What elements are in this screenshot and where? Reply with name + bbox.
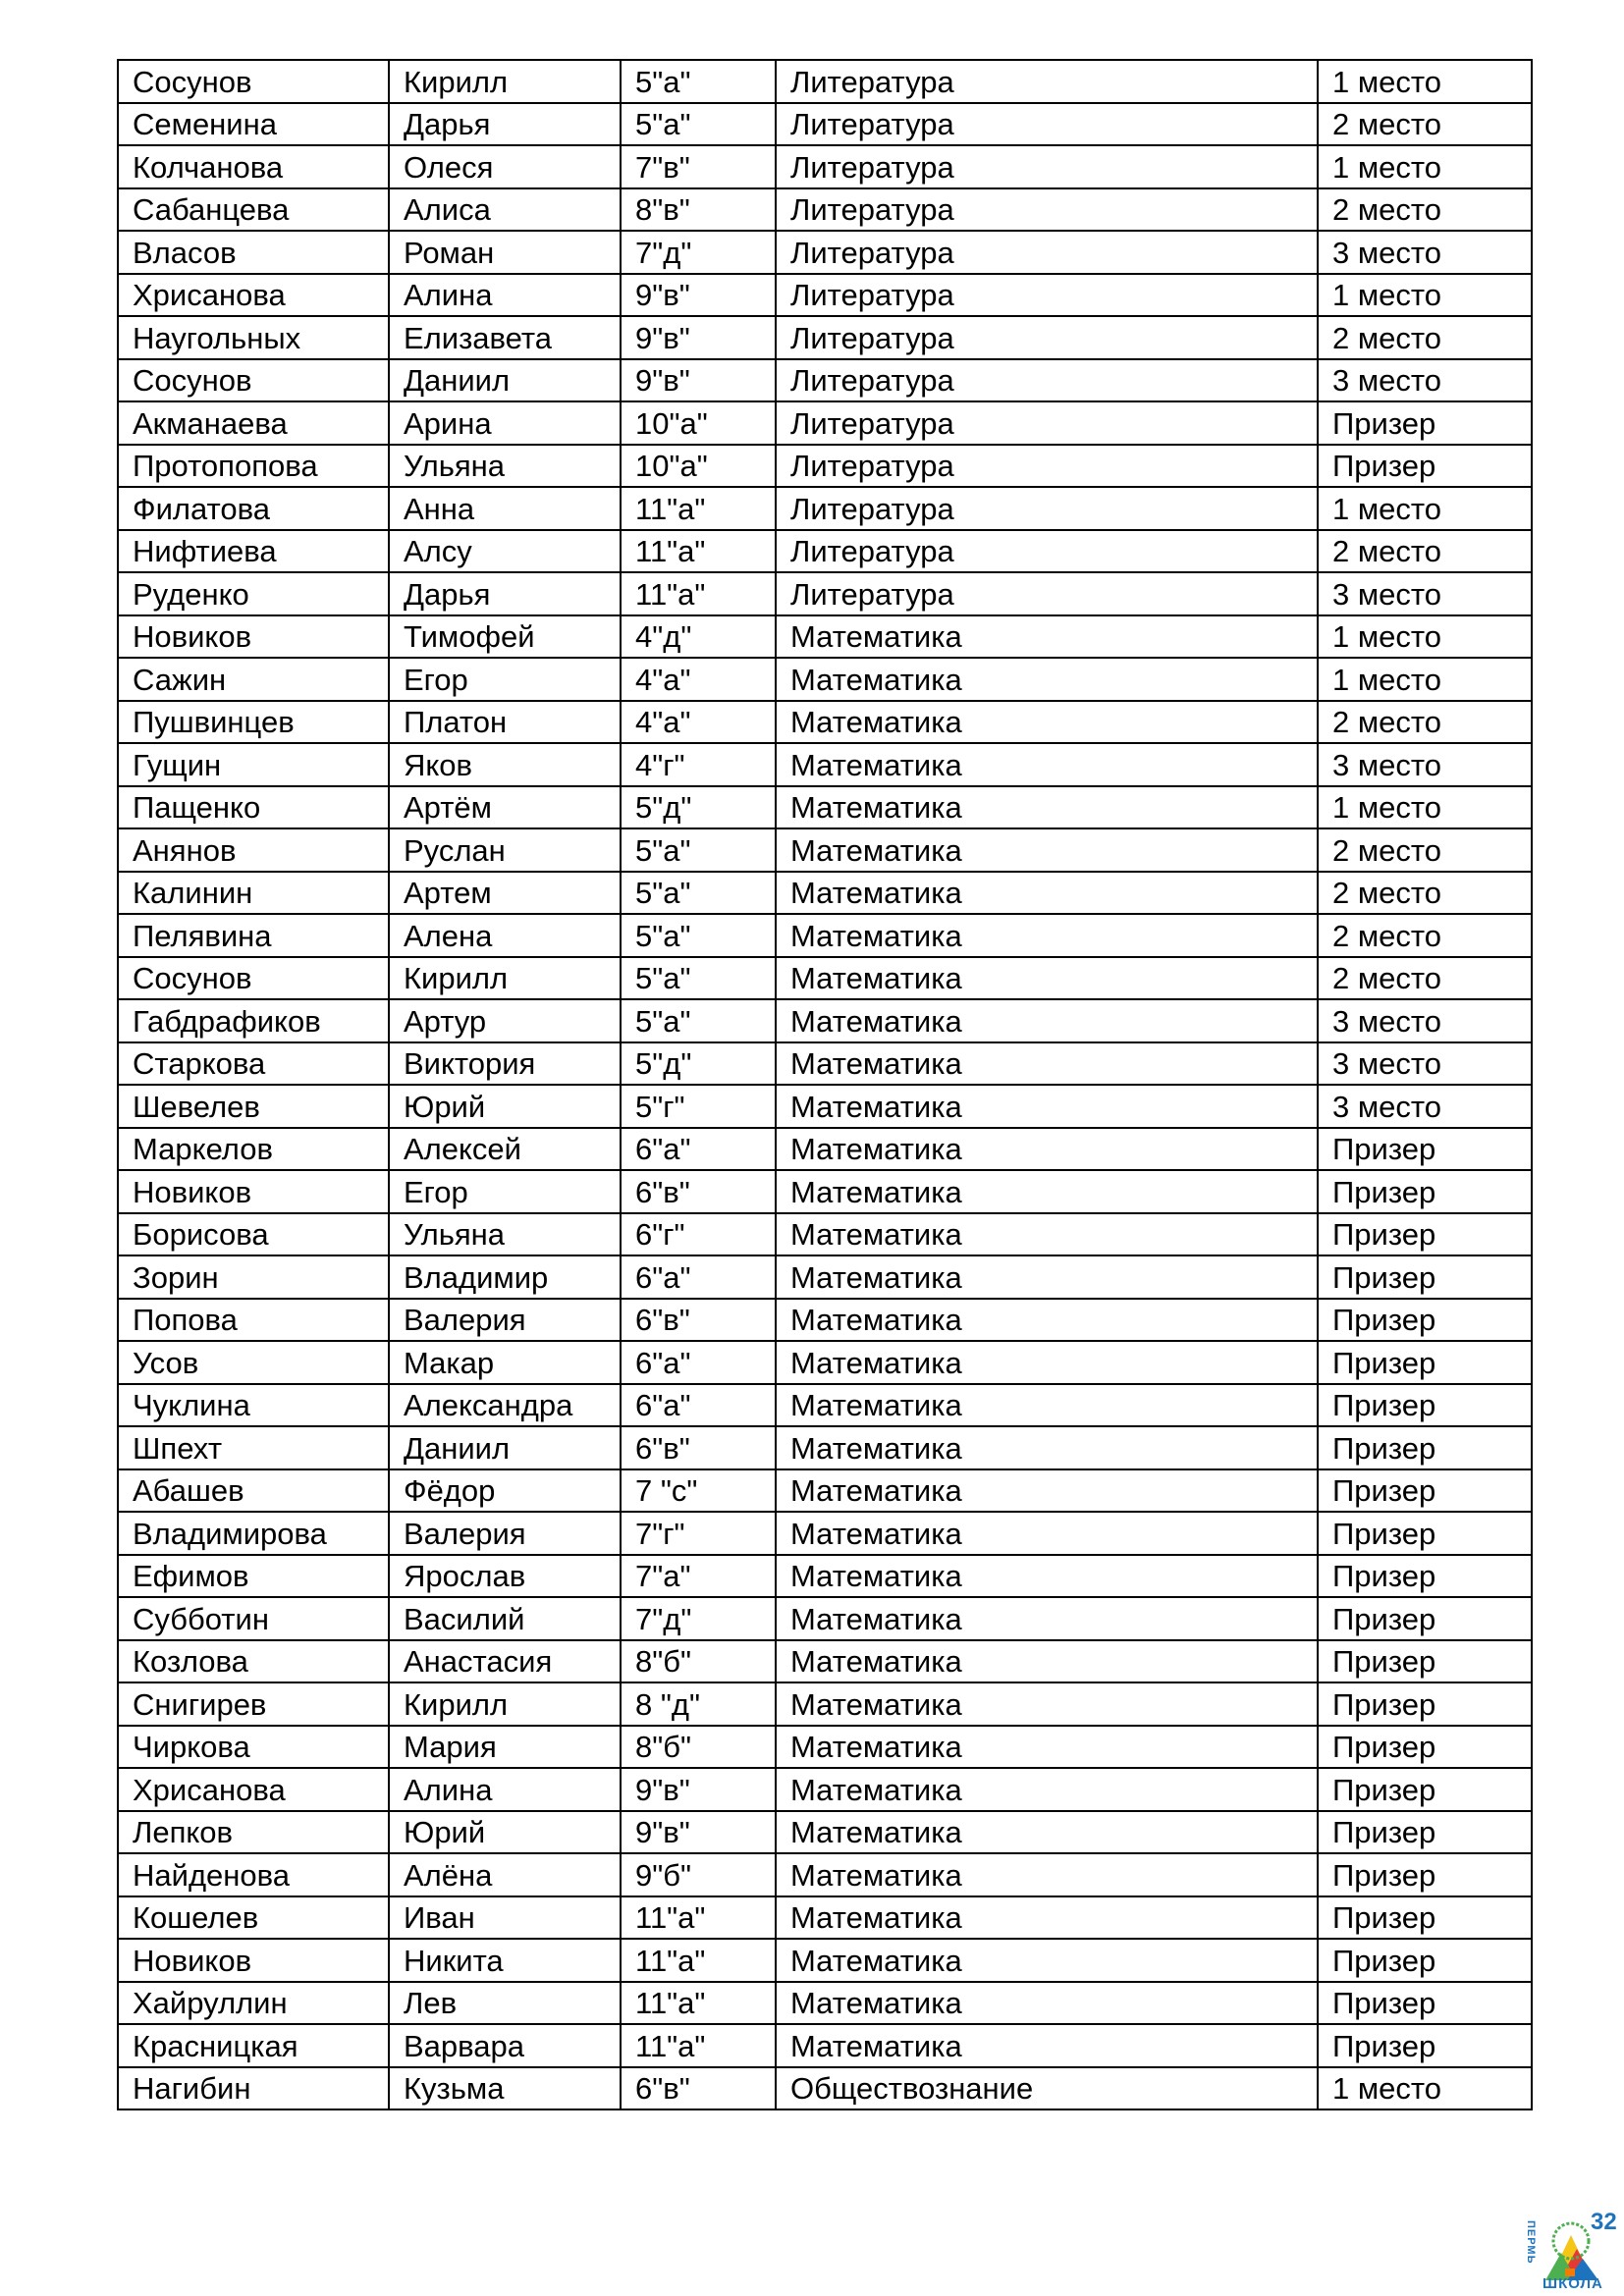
first-name-cell: Даниил xyxy=(389,1426,621,1469)
surname-cell: Филатова xyxy=(118,487,389,530)
surname-cell: Субботин xyxy=(118,1597,389,1640)
table-row xyxy=(118,1555,1532,1598)
subject-cell: Математика xyxy=(776,701,1318,744)
class-cell: 11"а" xyxy=(621,572,776,615)
result-cell: 2 место xyxy=(1318,957,1532,1000)
first-name-cell: Дарья xyxy=(389,572,621,615)
page-number: 32 xyxy=(1591,2209,1617,2235)
class-cell: 11"а" xyxy=(621,1896,776,1940)
first-name-cell: Олеся xyxy=(389,145,621,188)
subject-cell: Математика xyxy=(776,1426,1318,1469)
first-name-cell: Ульяна xyxy=(389,1213,621,1256)
result-cell: 2 место xyxy=(1318,701,1532,744)
surname-cell: Хрисанова xyxy=(118,1768,389,1811)
class-cell: 6"в" xyxy=(621,2067,776,2110)
subject-cell: Математика xyxy=(776,1768,1318,1811)
class-cell: 10"а" xyxy=(621,401,776,445)
class-cell: 6"а" xyxy=(621,1384,776,1427)
surname-cell: Ефимов xyxy=(118,1555,389,1598)
table-row xyxy=(118,701,1532,744)
class-cell: 5"а" xyxy=(621,872,776,915)
class-cell: 11"а" xyxy=(621,1939,776,1982)
table-row xyxy=(118,743,1532,786)
class-cell: 5"д" xyxy=(621,1042,776,1086)
result-cell: Призер xyxy=(1318,1853,1532,1896)
surname-cell: Борисова xyxy=(118,1213,389,1256)
class-cell: 11"а" xyxy=(621,487,776,530)
result-cell: 1 место xyxy=(1318,60,1532,103)
class-cell: 8"в" xyxy=(621,188,776,232)
first-name-cell: Руслан xyxy=(389,828,621,872)
subject-cell: Математика xyxy=(776,1939,1318,1982)
table-row xyxy=(118,445,1532,488)
result-cell: Призер xyxy=(1318,1640,1532,1683)
result-cell: 1 место xyxy=(1318,615,1532,659)
table-row xyxy=(118,1255,1532,1299)
table-row xyxy=(118,1682,1532,1726)
subject-cell: Математика xyxy=(776,1255,1318,1299)
result-cell: Призер xyxy=(1318,1426,1532,1469)
table-row xyxy=(118,872,1532,915)
surname-cell: Руденко xyxy=(118,572,389,615)
first-name-cell: Варвара xyxy=(389,2024,621,2067)
first-name-cell: Алсу xyxy=(389,530,621,573)
class-cell: 4"г" xyxy=(621,743,776,786)
subject-cell: Литература xyxy=(776,530,1318,573)
first-name-cell: Артём xyxy=(389,786,621,829)
table-row xyxy=(118,658,1532,701)
table-row xyxy=(118,1170,1532,1213)
surname-cell: Нифтиева xyxy=(118,530,389,573)
table-row xyxy=(118,1896,1532,1940)
surname-cell: Гущин xyxy=(118,743,389,786)
first-name-cell: Артем xyxy=(389,872,621,915)
surname-cell: Пелявина xyxy=(118,914,389,957)
class-cell: 4"а" xyxy=(621,701,776,744)
subject-cell: Математика xyxy=(776,1085,1318,1128)
table-row xyxy=(118,1299,1532,1342)
result-cell: 2 место xyxy=(1318,828,1532,872)
table-row xyxy=(118,2067,1532,2110)
surname-cell: Власов xyxy=(118,231,389,274)
table-row xyxy=(118,231,1532,274)
table-row xyxy=(118,1085,1532,1128)
result-cell: 3 место xyxy=(1318,1042,1532,1086)
first-name-cell: Виктория xyxy=(389,1042,621,1086)
table-row xyxy=(118,103,1532,146)
subject-cell: Математика xyxy=(776,828,1318,872)
class-cell: 6"в" xyxy=(621,1170,776,1213)
first-name-cell: Алена xyxy=(389,914,621,957)
first-name-cell: Юрий xyxy=(389,1811,621,1854)
subject-cell: Математика xyxy=(776,786,1318,829)
first-name-cell: Алиса xyxy=(389,188,621,232)
first-name-cell: Елизавета xyxy=(389,316,621,359)
result-cell: 3 место xyxy=(1318,359,1532,402)
class-cell: 5"а" xyxy=(621,999,776,1042)
first-name-cell: Владимир xyxy=(389,1255,621,1299)
result-cell: 1 место xyxy=(1318,274,1532,317)
class-cell: 6"а" xyxy=(621,1128,776,1171)
subject-cell: Математика xyxy=(776,999,1318,1042)
subject-cell: Литература xyxy=(776,231,1318,274)
subject-cell: Математика xyxy=(776,1299,1318,1342)
first-name-cell: Макар xyxy=(389,1341,621,1384)
first-name-cell: Яков xyxy=(389,743,621,786)
first-name-cell: Кирилл xyxy=(389,1682,621,1726)
subject-cell: Математика xyxy=(776,2024,1318,2067)
first-name-cell: Дарья xyxy=(389,103,621,146)
first-name-cell: Роман xyxy=(389,231,621,274)
logo-mountains xyxy=(1545,2223,1598,2280)
surname-cell: Кошелев xyxy=(118,1896,389,1940)
class-cell: 7 "с" xyxy=(621,1469,776,1513)
first-name-cell: Василий xyxy=(389,1597,621,1640)
surname-cell: Хрисанова xyxy=(118,274,389,317)
surname-cell: Сабанцева xyxy=(118,188,389,232)
class-cell: 11"а" xyxy=(621,1982,776,2025)
class-cell: 5"а" xyxy=(621,914,776,957)
class-cell: 8 "д" xyxy=(621,1682,776,1726)
first-name-cell: Даниил xyxy=(389,359,621,402)
first-name-cell: Артур xyxy=(389,999,621,1042)
table-row xyxy=(118,1597,1532,1640)
table-row xyxy=(118,316,1532,359)
class-cell: 5"а" xyxy=(621,103,776,146)
class-cell: 11"а" xyxy=(621,2024,776,2067)
class-cell: 7"г" xyxy=(621,1512,776,1555)
subject-cell: Литература xyxy=(776,572,1318,615)
class-cell: 5"а" xyxy=(621,828,776,872)
subject-cell: Литература xyxy=(776,60,1318,103)
table-row xyxy=(118,914,1532,957)
result-cell: Призер xyxy=(1318,1896,1532,1940)
surname-cell: Снигирев xyxy=(118,1682,389,1726)
first-name-cell: Платон xyxy=(389,701,621,744)
class-cell: 6"в" xyxy=(621,1299,776,1342)
subject-cell: Литература xyxy=(776,316,1318,359)
first-name-cell: Кирилл xyxy=(389,60,621,103)
subject-cell: Математика xyxy=(776,1982,1318,2025)
first-name-cell: Анастасия xyxy=(389,1640,621,1683)
class-cell: 9"б" xyxy=(621,1853,776,1896)
first-name-cell: Никита xyxy=(389,1939,621,1982)
subject-cell: Литература xyxy=(776,359,1318,402)
class-cell: 7"а" xyxy=(621,1555,776,1598)
table-row xyxy=(118,1853,1532,1896)
result-cell: 2 место xyxy=(1318,914,1532,957)
surname-cell: Сосунов xyxy=(118,957,389,1000)
surname-cell: Новиков xyxy=(118,1939,389,1982)
surname-cell: Владимирова xyxy=(118,1512,389,1555)
table-row xyxy=(118,145,1532,188)
result-cell: Призер xyxy=(1318,1128,1532,1171)
logo-text-top: ПЕРМЬ xyxy=(1525,2220,1537,2265)
class-cell: 6"а" xyxy=(621,1341,776,1384)
surname-cell: Калинин xyxy=(118,872,389,915)
first-name-cell: Александра xyxy=(389,1384,621,1427)
result-cell: Призер xyxy=(1318,1982,1532,2025)
class-cell: 4"а" xyxy=(621,658,776,701)
first-name-cell: Тимофей xyxy=(389,615,621,659)
surname-cell: Абашев xyxy=(118,1469,389,1513)
table-row xyxy=(118,1640,1532,1683)
result-cell: Призер xyxy=(1318,1597,1532,1640)
surname-cell: Анянов xyxy=(118,828,389,872)
surname-cell: Хайруллин xyxy=(118,1982,389,2025)
table-row xyxy=(118,487,1532,530)
surname-cell: Габдрафиков xyxy=(118,999,389,1042)
first-name-cell: Егор xyxy=(389,1170,621,1213)
table-row xyxy=(118,1384,1532,1427)
result-cell: Призер xyxy=(1318,1469,1532,1513)
first-name-cell: Алёна xyxy=(389,1853,621,1896)
table-row xyxy=(118,957,1532,1000)
class-cell: 9"в" xyxy=(621,1768,776,1811)
surname-cell: Новиков xyxy=(118,615,389,659)
subject-cell: Математика xyxy=(776,1469,1318,1513)
subject-cell: Математика xyxy=(776,1384,1318,1427)
table-row xyxy=(118,60,1532,103)
result-cell: Призер xyxy=(1318,1726,1532,1769)
table-row xyxy=(118,359,1532,402)
subject-cell: Математика xyxy=(776,872,1318,915)
result-cell: Призер xyxy=(1318,1555,1532,1598)
subject-cell: Математика xyxy=(776,1853,1318,1896)
class-cell: 7"д" xyxy=(621,1597,776,1640)
subject-cell: Математика xyxy=(776,658,1318,701)
surname-cell: Найденова xyxy=(118,1853,389,1896)
surname-cell: Колчанова xyxy=(118,145,389,188)
surname-cell: Протопопова xyxy=(118,445,389,488)
surname-cell: Пушвинцев xyxy=(118,701,389,744)
surname-cell: Красницкая xyxy=(118,2024,389,2067)
subject-cell: Математика xyxy=(776,1128,1318,1171)
class-cell: 7"д" xyxy=(621,231,776,274)
class-cell: 5"а" xyxy=(621,60,776,103)
result-cell: Призер xyxy=(1318,1768,1532,1811)
first-name-cell: Кузьма xyxy=(389,2067,621,2110)
subject-cell: Литература xyxy=(776,188,1318,232)
result-cell: 1 место xyxy=(1318,145,1532,188)
first-name-cell: Мария xyxy=(389,1726,621,1769)
result-cell: Призер xyxy=(1318,2024,1532,2067)
result-cell: 1 место xyxy=(1318,487,1532,530)
surname-cell: Пащенко xyxy=(118,786,389,829)
table-row xyxy=(118,1811,1532,1854)
result-cell: 3 место xyxy=(1318,999,1532,1042)
surname-cell: Чуклина xyxy=(118,1384,389,1427)
result-cell: 3 место xyxy=(1318,572,1532,615)
subject-cell: Математика xyxy=(776,1512,1318,1555)
surname-cell: Акманаева xyxy=(118,401,389,445)
class-cell: 9"в" xyxy=(621,274,776,317)
table-row xyxy=(118,530,1532,573)
surname-cell: Чиркова xyxy=(118,1726,389,1769)
subject-cell: Математика xyxy=(776,1341,1318,1384)
surname-cell: Усов xyxy=(118,1341,389,1384)
surname-cell: Семенина xyxy=(118,103,389,146)
subject-cell: Литература xyxy=(776,445,1318,488)
result-cell: Призер xyxy=(1318,1170,1532,1213)
subject-cell: Литература xyxy=(776,145,1318,188)
result-cell: Призер xyxy=(1318,445,1532,488)
results-table-body xyxy=(118,60,1532,2109)
class-cell: 4"д" xyxy=(621,615,776,659)
table-row xyxy=(118,1469,1532,1513)
subject-cell: Математика xyxy=(776,1682,1318,1726)
first-name-cell: Валерия xyxy=(389,1512,621,1555)
first-name-cell: Арина xyxy=(389,401,621,445)
subject-cell: Математика xyxy=(776,615,1318,659)
surname-cell: Козлова xyxy=(118,1640,389,1683)
result-cell: Призер xyxy=(1318,1811,1532,1854)
class-cell: 9"в" xyxy=(621,359,776,402)
table-row xyxy=(118,1128,1532,1171)
class-cell: 11"а" xyxy=(621,530,776,573)
surname-cell: Сосунов xyxy=(118,359,389,402)
table-row xyxy=(118,1768,1532,1811)
first-name-cell: Лев xyxy=(389,1982,621,2025)
first-name-cell: Фёдор xyxy=(389,1469,621,1513)
results-table xyxy=(117,59,1533,2110)
result-cell: Призер xyxy=(1318,401,1532,445)
class-cell: 6"в" xyxy=(621,1426,776,1469)
subject-cell: Математика xyxy=(776,1170,1318,1213)
class-cell: 8"б" xyxy=(621,1640,776,1683)
result-cell: Призер xyxy=(1318,1939,1532,1982)
table-row xyxy=(118,1042,1532,1086)
logo-text-bottom: ШКОЛА xyxy=(1543,2275,1603,2292)
result-cell: 2 место xyxy=(1318,188,1532,232)
table-row xyxy=(118,1982,1532,2025)
subject-cell: Математика xyxy=(776,1896,1318,1940)
result-cell: Призер xyxy=(1318,1255,1532,1299)
subject-cell: Литература xyxy=(776,103,1318,146)
result-cell: 1 место xyxy=(1318,658,1532,701)
surname-cell: Лепков xyxy=(118,1811,389,1854)
result-cell: Призер xyxy=(1318,1341,1532,1384)
class-cell: 7"в" xyxy=(621,145,776,188)
table-row xyxy=(118,1341,1532,1384)
subject-cell: Математика xyxy=(776,743,1318,786)
first-name-cell: Юрий xyxy=(389,1085,621,1128)
class-cell: 6"а" xyxy=(621,1255,776,1299)
class-cell: 10"а" xyxy=(621,445,776,488)
class-cell: 9"в" xyxy=(621,316,776,359)
result-cell: 1 место xyxy=(1318,786,1532,829)
table-row xyxy=(118,1426,1532,1469)
first-name-cell: Анна xyxy=(389,487,621,530)
surname-cell: Зорин xyxy=(118,1255,389,1299)
table-row xyxy=(118,1213,1532,1256)
first-name-cell: Алина xyxy=(389,274,621,317)
result-cell: Призер xyxy=(1318,1682,1532,1726)
table-row xyxy=(118,828,1532,872)
surname-cell: Нагибин xyxy=(118,2067,389,2110)
first-name-cell: Кирилл xyxy=(389,957,621,1000)
table-row xyxy=(118,1512,1532,1555)
result-cell: 1 место xyxy=(1318,2067,1532,2110)
surname-cell: Сосунов xyxy=(118,60,389,103)
surname-cell: Старкова xyxy=(118,1042,389,1086)
table-row xyxy=(118,999,1532,1042)
class-cell: 5"а" xyxy=(621,957,776,1000)
subject-cell: Литература xyxy=(776,274,1318,317)
result-cell: 3 место xyxy=(1318,743,1532,786)
first-name-cell: Егор xyxy=(389,658,621,701)
table-row xyxy=(118,274,1532,317)
subject-cell: Математика xyxy=(776,914,1318,957)
table-row xyxy=(118,1939,1532,1982)
subject-cell: Математика xyxy=(776,1811,1318,1854)
result-cell: 3 место xyxy=(1318,231,1532,274)
result-cell: 2 место xyxy=(1318,316,1532,359)
result-cell: Призер xyxy=(1318,1213,1532,1256)
surname-cell: Наугольных xyxy=(118,316,389,359)
subject-cell: Математика xyxy=(776,1597,1318,1640)
subject-cell: Математика xyxy=(776,1726,1318,1769)
subject-cell: Обществознание xyxy=(776,2067,1318,2110)
first-name-cell: Алексей xyxy=(389,1128,621,1171)
first-name-cell: Ульяна xyxy=(389,445,621,488)
table-row xyxy=(118,572,1532,615)
result-cell: Призер xyxy=(1318,1512,1532,1555)
subject-cell: Математика xyxy=(776,1640,1318,1683)
first-name-cell: Алина xyxy=(389,1768,621,1811)
table-row xyxy=(118,786,1532,829)
subject-cell: Математика xyxy=(776,1555,1318,1598)
table-row xyxy=(118,188,1532,232)
result-cell: 2 место xyxy=(1318,872,1532,915)
class-cell: 6"г" xyxy=(621,1213,776,1256)
first-name-cell: Ярослав xyxy=(389,1555,621,1598)
surname-cell: Попова xyxy=(118,1299,389,1342)
result-cell: Призер xyxy=(1318,1384,1532,1427)
surname-cell: Шпехт xyxy=(118,1426,389,1469)
result-cell: 3 место xyxy=(1318,1085,1532,1128)
subject-cell: Математика xyxy=(776,957,1318,1000)
class-cell: 8"б" xyxy=(621,1726,776,1769)
table-row xyxy=(118,1726,1532,1769)
subject-cell: Математика xyxy=(776,1213,1318,1256)
class-cell: 9"в" xyxy=(621,1811,776,1854)
class-cell: 5"г" xyxy=(621,1085,776,1128)
table-row xyxy=(118,2024,1532,2067)
result-cell: Призер xyxy=(1318,1299,1532,1342)
subject-cell: Математика xyxy=(776,1042,1318,1086)
surname-cell: Шевелев xyxy=(118,1085,389,1128)
result-cell: 2 место xyxy=(1318,530,1532,573)
result-cell: 2 место xyxy=(1318,103,1532,146)
first-name-cell: Иван xyxy=(389,1896,621,1940)
surname-cell: Сажин xyxy=(118,658,389,701)
surname-cell: Маркелов xyxy=(118,1128,389,1171)
subject-cell: Литература xyxy=(776,487,1318,530)
surname-cell: Новиков xyxy=(118,1170,389,1213)
class-cell: 5"д" xyxy=(621,786,776,829)
table-row xyxy=(118,401,1532,445)
subject-cell: Литература xyxy=(776,401,1318,445)
first-name-cell: Валерия xyxy=(389,1299,621,1342)
table-row xyxy=(118,615,1532,659)
